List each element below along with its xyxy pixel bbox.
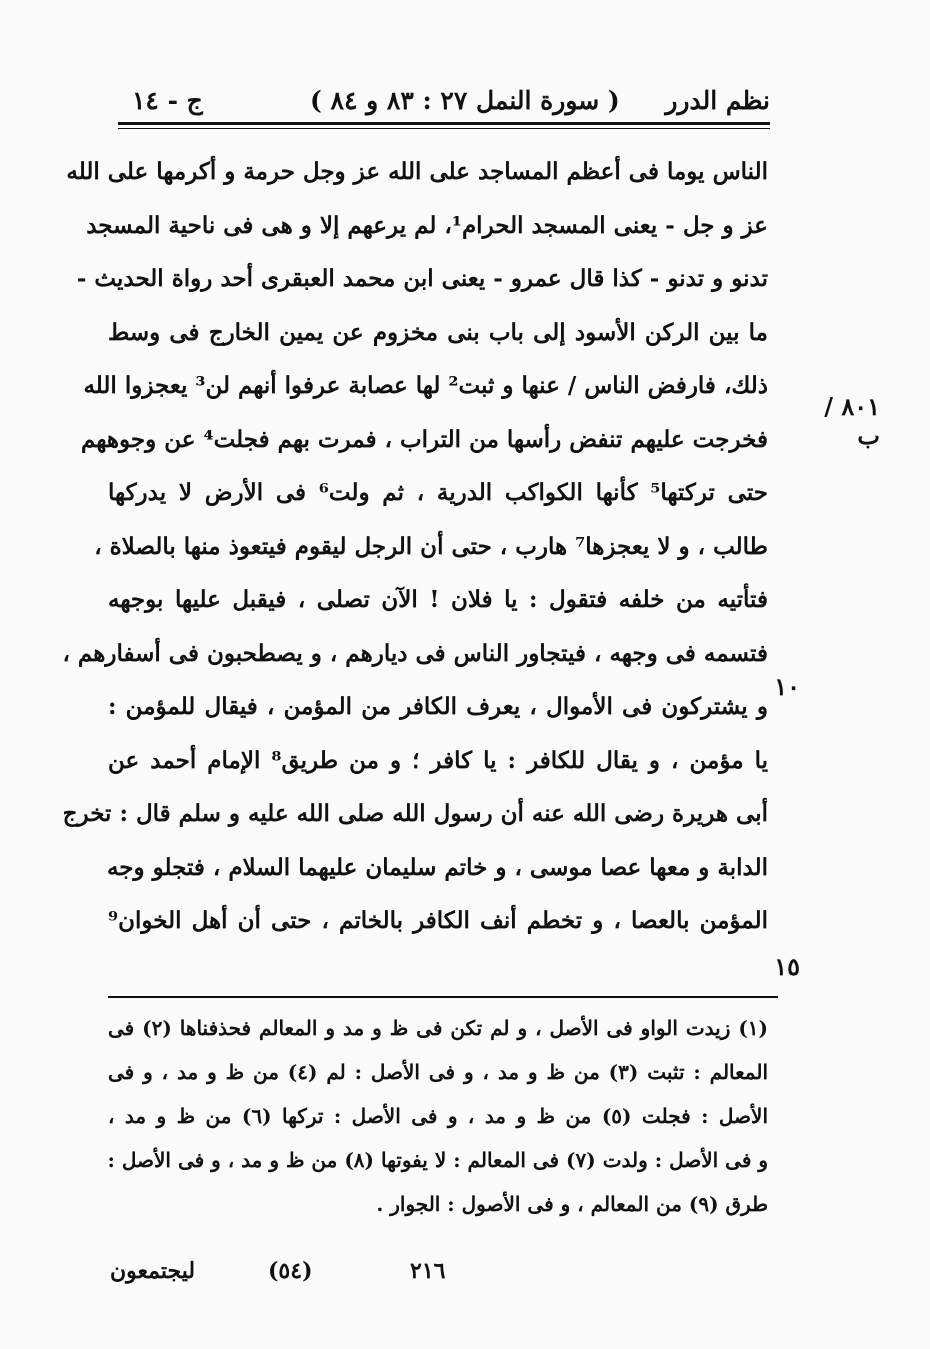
text-line: يا مؤمن ، و يقال للكافر : يا كافر ؛ و من طريق⁸ الإمام أحمد عن (108, 746, 768, 774)
header-rule-thin (118, 128, 770, 129)
main-text (62, 145, 768, 948)
surah-reference: ( سورة النمل ٢٧ : ٨٣ و ٨٤ ) (310, 86, 620, 115)
catchword: ليجتمعون (110, 1258, 196, 1284)
footnote-line: الأصل : فجلت (٥) من ظ و مد ، و فى الأصل : تركها (٦) من ظ و مد ، (108, 1104, 768, 1128)
book-title: نظم الدرر (665, 86, 770, 115)
footnote-line: (١) زيدت الواو فى الأصل ، و لم تكن فى ظ و مد و المعالم فحذفناها (٢) فى (108, 1016, 768, 1040)
text-line: المؤمن بالعصا ، و تخطم أنف الكافر بالخاتم ، حتى أن أهل الخوان⁹ (108, 907, 768, 934)
text-line: حتى تركتها⁵ كأنها الكواكب الدرية ، ثم ولت⁶ فى الأرض لا يدركها (108, 479, 768, 506)
line-number-10: ١٠ (774, 672, 800, 701)
signature-mark: (٥٤) (268, 1258, 313, 1284)
footnote-line: طرق (٩) من المعالم ، و فى الأصول : الجوار . (376, 1192, 768, 1216)
text-line: ما بين الركن الأسود إلى باب بنى مخزوم عن يمين الخارج فى وسط (108, 318, 768, 346)
text-line: فخرجت عليهم تنفض رأسها من التراب ، فمرت بهم فجلت⁴ عن وجوههم (80, 425, 768, 453)
text-line: تدنو و تدنو - كذا قال عمرو - يعنى ابن محمد العبقرى أحد رواة الحديث - (76, 265, 768, 292)
text-line: أبى هريرة رضى الله عنه أن رسول الله صلى الله عليه و سلم قال : تخرج (62, 800, 768, 827)
text-line: الدابة و معها عصا موسى ، و خاتم سليمان عليهما السلام ، فتجلو وجه (106, 853, 768, 881)
text-line: الناس يوما فى أعظم المساجد على الله عز وجل حرمة و أكرمها على الله (66, 158, 768, 185)
text-line: طالب ، و لا يعجزها⁷ هارب ، حتى أن الرجل ليقوم فيتعوذ منها بالصلاة ، (94, 532, 768, 560)
line-number-15: ١٥ (774, 952, 800, 981)
volume-number: ج - ١٤ (132, 86, 203, 115)
text-line: ذلك، فارفض الناس / عنها و ثبت² لها عصابة عرفوا أنهم لن³ يعجزوا الله (83, 372, 768, 399)
folio-marker: ٨٠١ / ب (824, 392, 880, 450)
page-footer (110, 1258, 570, 1298)
header-rule (118, 122, 770, 125)
footnote-line: و فى الأصل : ولدت (٧) فى المعالم : لا يفوتها (٨) من ظ و مد ، و فى الأصل : (107, 1148, 768, 1172)
page-number: ٢١٦ (410, 1258, 446, 1284)
text-line: فتسمه فى وجهه ، فيتجاور الناس فى ديارهم ، و يصطحبون فى أسفارهم ، (62, 639, 768, 667)
footnote-line: المعالم : تثبت (٣) من ظ و مد ، و فى الأصل : لم (٤) من ظ و مد ، و فى (108, 1060, 769, 1084)
footnotes (108, 1006, 768, 1226)
text-line: عز و جل - يعنى المسجد الحرام¹، لم يرعهم إلا و هى فى ناحية المسجد (86, 211, 768, 239)
running-header (120, 82, 770, 122)
text-line: فتأتيه من خلفه فتقول : يا فلان ! الآن تصلى ، فيقبل عليها بوجهه (108, 586, 768, 613)
text-line: و يشتركون فى الأموال ، يعرف الكافر من المؤمن ، فيقال للمؤمن : (108, 693, 768, 720)
footnote-rule (108, 996, 778, 998)
